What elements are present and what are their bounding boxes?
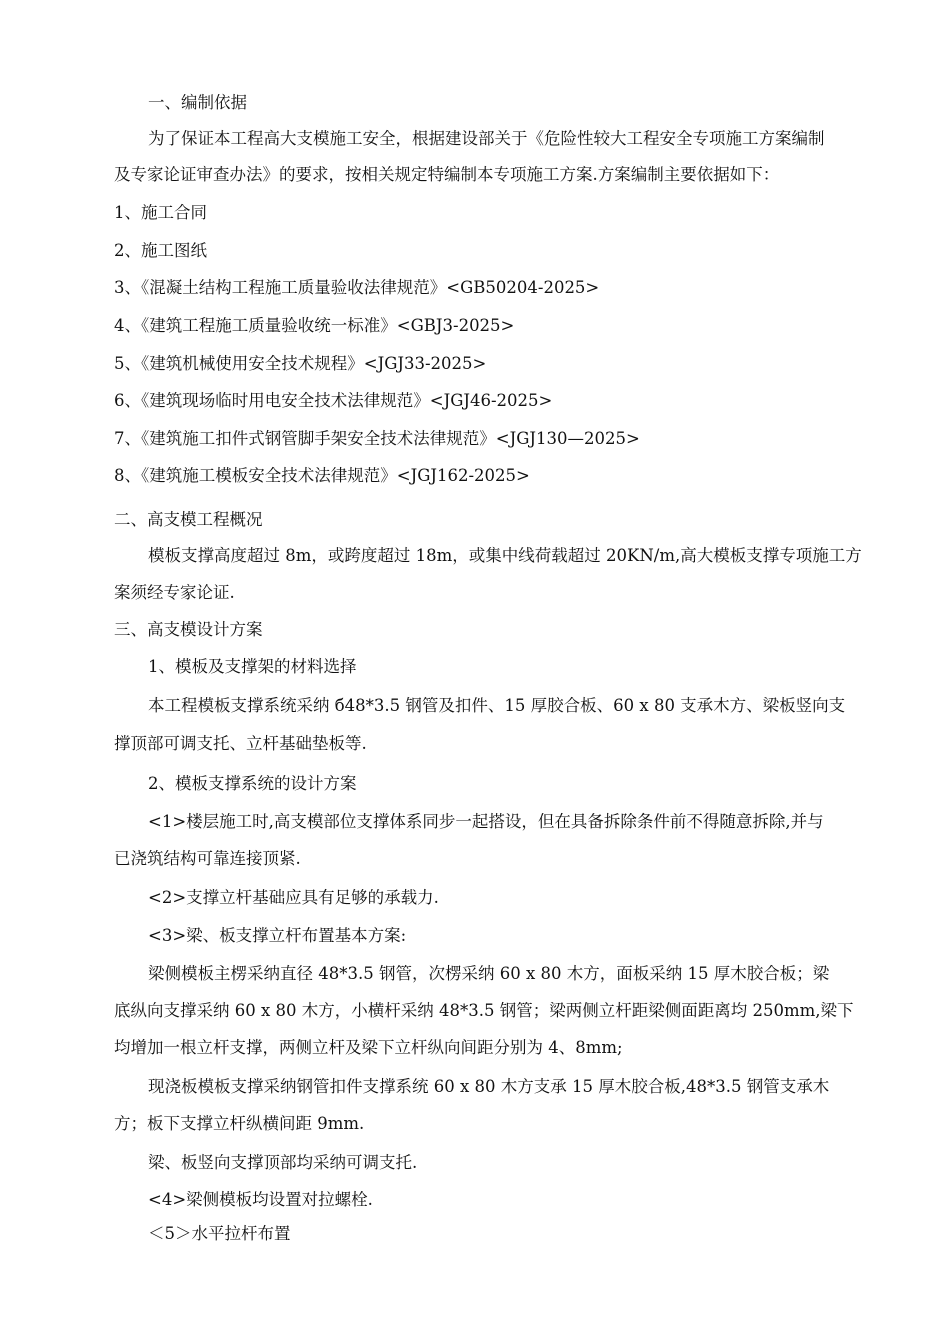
section-1-paragraph-line-2: 及专家论证审查办法》的要求，按相关规定特编制本专项施工方案.方案编制主要依据如下： (114, 165, 780, 184)
item-1-line-2: 已浇筑结构可靠连接顶紧. (114, 849, 301, 868)
section-3-heading: 三、高支模设计方案 (114, 620, 263, 639)
item-2: <2>支撑立杆基础应具有足够的承载力. (148, 888, 439, 907)
beam-formwork-line-2: 底纵向支撑采纳 60 x 80 木方，小横杆采纳 48*3.5 钢管；梁两侧立杆距梁侧面距离均 250mm,梁下 (114, 1001, 854, 1020)
section-2-paragraph-line-1: 模板支撑高度超过 8m，或跨度超过 18m，或集中线荷载超过 20KN/m,高大模板支撑专项施工方 (148, 546, 862, 565)
reference-item: 3、《混凝土结构工程施工质量验收法律规范》<GB50204-2025> (114, 278, 600, 297)
beam-formwork-line-1: 梁侧模板主楞采纳直径 48*3.5 钢管，次楞采纳 60 x 80 木方，面板采纳 15 厚木胶合板；梁 (148, 964, 830, 983)
reference-item: 6、《建筑现场临时用电安全技术法律规范》<JGJ46-2025> (114, 391, 553, 410)
reference-item: 2、施工图纸 (114, 241, 207, 260)
reference-item: 5、《建筑机械使用安全技术规程》<JGJ33-2025> (114, 354, 487, 373)
item-1-line-1: <1>楼层施工时,高支模部位支撑体系同步一起搭设，但在具备拆除条件前不得随意拆除,并与 (148, 812, 824, 831)
reference-item: 4、《建筑工程施工质量验收统一标准》<GBJ3-2025> (114, 316, 515, 335)
beam-formwork-line-3: 均增加一根立杆支撑，两侧立杆及梁下立杆纵向间距分别为 4、8mm; (114, 1038, 623, 1057)
subsection-2-heading: 2、模板支撑系统的设计方案 (148, 774, 357, 793)
section-1-paragraph-line-1: 为了保证本工程高大支模施工安全，根据建设部关于《危险性较大工程安全专项施工方案编制 (148, 129, 825, 148)
reference-item: 1、施工合同 (114, 203, 207, 222)
slab-formwork-line-2: 方；板下支撑立杆纵横间距 9mm. (114, 1114, 365, 1133)
section-1-heading: 一、编制依据 (148, 93, 247, 112)
item-4: <4>梁侧模板均设置对拉螺栓. (148, 1190, 373, 1209)
slab-formwork-line-1: 现浇板模板支撑采纳钢管扣件支撑系统 60 x 80 木方支承 15 厚木胶合板,48*3.5 钢管支承木 (148, 1077, 830, 1096)
support-top-note: 梁、板竖向支撑顶部均采纳可调支托. (148, 1153, 418, 1172)
reference-item: 7、《建筑施工扣件式钢管脚手架安全技术法律规范》<JGJ130—2025> (114, 429, 640, 448)
item-5: ＜5＞水平拉杆布置 (148, 1224, 291, 1243)
reference-item: 8、《建筑施工模板安全技术法律规范》<JGJ162-2025> (114, 466, 530, 485)
subsection-1-heading: 1、模板及支撑架的材料选择 (148, 657, 357, 676)
item-3: <3>梁、板支撑立杆布置基本方案: (148, 926, 407, 945)
materials-paragraph-line-1: 本工程模板支撑系统采纳 б48*3.5 钢管及扣件、15 厚胶合板、60 x 80 支承木方、梁板竖向支 (148, 696, 846, 715)
materials-paragraph-line-2: 撑顶部可调支托、立杆基础垫板等. (114, 734, 367, 753)
section-2-heading: 二、高支模工程概况 (114, 510, 263, 529)
section-2-paragraph-line-2: 案须经专家论证. (114, 583, 235, 602)
